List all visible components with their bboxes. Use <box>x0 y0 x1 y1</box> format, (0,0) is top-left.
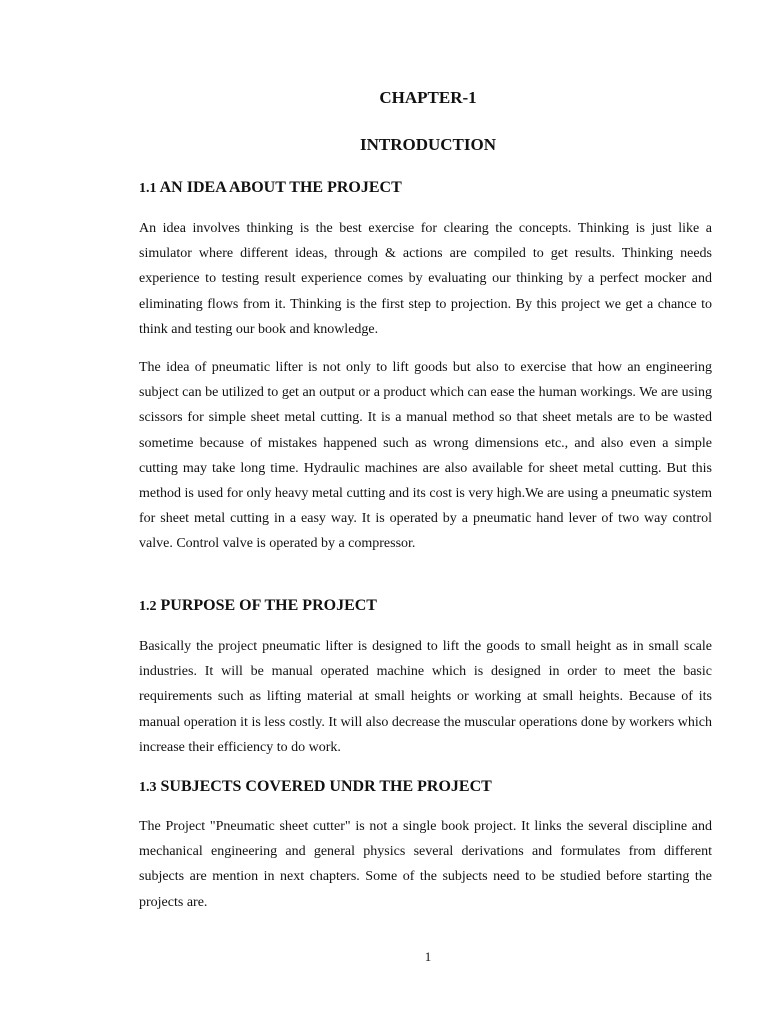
page-title: INTRODUCTION <box>359 135 497 154</box>
chapter-label: CHAPTER-1 <box>379 88 477 107</box>
paragraph: Basically the project pneumatic lifter is designed to lift the goods to small height as in small scale industries. It will be manual operated machine which is designed in order to meet the basic requirements such as lifting material at small heights or working at small heights. Because of its manual operation it is less costly. It will also decrease the muscular operations done by workers which increase their efficiency to do work. <box>139 639 712 755</box>
paragraph: The idea of pneumatic lifter is not only to lift goods but also to exercise that how an engineering subject can be utilized to get an output or a product which can ease the human workings. We are using scissors for simple sheet metal cutting. It is a manual method so that sheet metals are to be wasted sometime because of mistakes happened such as wrong dimensions etc., and also even a simple cutting may take long time. Hydraulic machines are also available for sheet metal cutting. But this method is used for only heavy metal cutting and its cost is very high.We are using a pneumatic system for sheet metal cutting in a easy way. It is operated by a pneumatic hand lever of two way control valve. Control valve is operated by a compressor. <box>139 360 712 552</box>
section-heading-1-3 <box>139 778 492 796</box>
section-heading-1-1 <box>139 179 402 197</box>
section-title: AN IDEA ABOUT THE PROJECT <box>159 179 402 196</box>
section-number: 1.2 <box>139 599 157 614</box>
section-number: 1.3 <box>139 780 157 795</box>
section-title: PURPOSE OF THE PROJECT <box>160 597 377 614</box>
page-number: 1 <box>424 949 432 964</box>
paragraph: An idea involves thinking is the best exercise for clearing the concepts. Thinking is just like a simulator where different ideas, through & actions are compiled to get results. Thinking needs experience to testing result experience comes by evaluating our thinking by a perfect mocker and eliminating flows from it. Thinking is the first step to projection. By this project we get a chance to think and testing our book and knowledge. <box>139 221 712 337</box>
section-number: 1.1 <box>139 181 157 196</box>
section-heading-1-2 <box>139 597 377 615</box>
section-title: SUBJECTS COVERED UNDR THE PROJECT <box>160 778 492 795</box>
paragraph: The Project "Pneumatic sheet cutter" is not a single book project. It links the several discipline and mechanical engineering and general physics several derivations and formulates from different subjects are mention in next chapters. Some of the subjects need to be studied before starting the projects are. <box>139 819 712 910</box>
